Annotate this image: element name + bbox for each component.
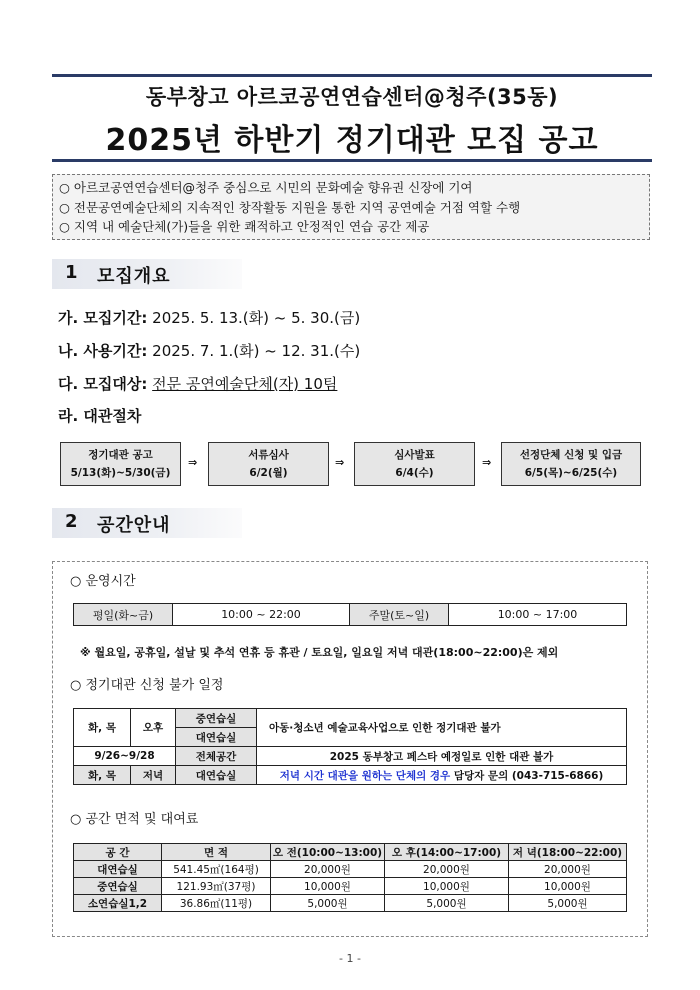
flow-step-3-date: 6/4(수) [395,467,434,479]
fee-area: 36.86㎡(11평) [162,895,271,912]
use-period-value: 2025. 7. 1.(화) ~ 12. 31.(수) [152,342,361,360]
recruit-target-value: 전문 공연예술단체(자) 10팀 [152,375,338,393]
unavail-r3-day: 화, 목 [74,766,131,785]
unavail-r1-space-large: 대연습실 [176,728,257,747]
fee-space-name: 중연습실 [74,878,162,895]
section-2-heading [52,508,242,538]
unavail-r2-space: 전체공간 [176,747,257,766]
unavailable-table [73,708,627,785]
unavail-r3-reason-contact: 담당자 문의 (043-715-6866) [453,769,604,782]
unavail-r3-space: 대연습실 [176,766,257,785]
table-row [74,861,627,878]
fee-afternoon: 10,000원 [385,878,509,895]
unavail-r3-reason [257,766,627,785]
flow-step-document-review [208,442,329,486]
flow-step-application [501,442,641,486]
fee-evening: 5,000원 [509,895,627,912]
fees-header-space: 공 간 [74,844,162,861]
weekend-label: 주말(토~일) [350,604,449,626]
procedure-label: 라. 대관절차 [58,407,142,425]
fee-afternoon: 5,000원 [385,895,509,912]
unavail-r1-day: 화, 목 [74,709,131,747]
header-bottom-rule [52,159,652,162]
section-1-heading [52,259,242,289]
use-period-label: 나. 사용기간: [58,342,148,360]
unavail-r3-time: 저녁 [131,766,176,785]
fee-afternoon: 20,000원 [385,861,509,878]
unavail-r1-reason: 아동·청소년 예술교육사업으로 인한 정기대관 불가 [257,709,627,747]
use-period [58,340,360,361]
hours-table [73,603,627,626]
flow-step-announcement [60,442,181,486]
unavail-r2-date: 9/26~9/28 [74,747,176,766]
flow-step-4-date: 6/5(목)~6/25(수) [524,467,618,479]
section-1-number: 1 [65,262,78,283]
fee-space-name: 소연습실1,2 [74,895,162,912]
header-title: 2025년 하반기 정기대관 모집 공고 [105,123,599,158]
flow-step-1-date: 5/13(화)~5/30(금) [70,467,171,479]
unavail-r3-reason-highlight: 저녁 시간 대관을 원하는 단체의 경우 [279,769,451,782]
fees-header-afternoon: 오 후(14:00~17:00) [385,844,509,861]
unavail-r2-reason: 2025 동부창고 페스타 예정일로 인한 대관 불가 [257,747,627,766]
recruit-target-label: 다. 모집대상: [58,375,148,393]
flow-arrow-icon: ⇒ [335,456,345,469]
fee-evening: 10,000원 [509,878,627,895]
fee-area: 121.93㎡(37평) [162,878,271,895]
fee-morning: 5,000원 [271,895,385,912]
weekend-hours: 10:00 ~ 17:00 [449,604,627,626]
weekday-hours: 10:00 ~ 22:00 [173,604,350,626]
fees-header-evening: 저 녁(18:00~22:00) [509,844,627,861]
section-1-title: 모집개요 [97,266,171,287]
unavail-r1-time: 오후 [131,709,176,747]
fee-morning: 10,000원 [271,878,385,895]
table-row [74,895,627,912]
header-subtitle: 동부창고 아르코공연연습센터@청주(35동) [145,85,559,109]
recruit-period [58,307,360,328]
weekday-label: 평일(화~금) [74,604,173,626]
section-2-title: 공간안내 [97,515,171,536]
fee-space-name: 대연습실 [74,861,162,878]
intro-box [52,174,650,240]
recruit-target [58,373,337,394]
page-number: - 1 - [339,952,361,965]
flow-step-1-title: 정기대관 공고 [88,449,153,461]
fees-header-area: 면 적 [162,844,271,861]
fee-area: 541.45㎡(164평) [162,861,271,878]
hours-label: ○ 운영시간 [70,574,136,589]
fees-label: ○ 공간 면적 및 대여료 [70,812,199,827]
fees-header-morning: 오 전(10:00~13:00) [271,844,385,861]
flow-step-2-title: 서류심사 [248,449,289,461]
flow-step-2-date: 6/2(월) [249,467,288,479]
table-row [74,878,627,895]
procedure-heading [58,405,141,426]
intro-line-2: ○ 전문공연예술단체의 지속적인 창작활동 지원을 통한 지역 공연예술 거점 역할 수행 [59,199,521,215]
closure-note: ※ 월요일, 공휴일, 설날 및 추석 연휴 등 휴관 / 토요일, 일요일 저녁 대관(18:00~22:00)은 제외 [80,646,559,659]
flow-arrow-icon: ⇒ [188,456,198,469]
flow-step-3-title: 심사발표 [394,449,435,461]
fee-evening: 20,000원 [509,861,627,878]
header-top-rule [52,74,652,77]
recruit-period-value: 2025. 5. 13.(화) ~ 5. 30.(금) [152,309,361,327]
unavail-r1-space-mid: 중연습실 [176,709,257,728]
fees-table [73,843,627,912]
flow-step-4-title: 선정단체 신청 및 입금 [519,449,623,461]
section-2-number: 2 [65,511,78,532]
unavailable-label: ○ 정기대관 신청 불가 일정 [70,678,224,693]
recruit-period-label: 가. 모집기간: [58,309,148,327]
flow-arrow-icon: ⇒ [482,456,492,469]
intro-line-3: ○ 지역 내 예술단체(가)들을 위한 쾌적하고 안정적인 연습 공간 제공 [59,219,430,234]
flow-step-result [354,442,475,486]
fee-morning: 20,000원 [271,861,385,878]
intro-line-1: ○ 아르코공연연습센터@청주 중심으로 시민의 문화예술 향유권 신장에 기여 [59,180,473,195]
